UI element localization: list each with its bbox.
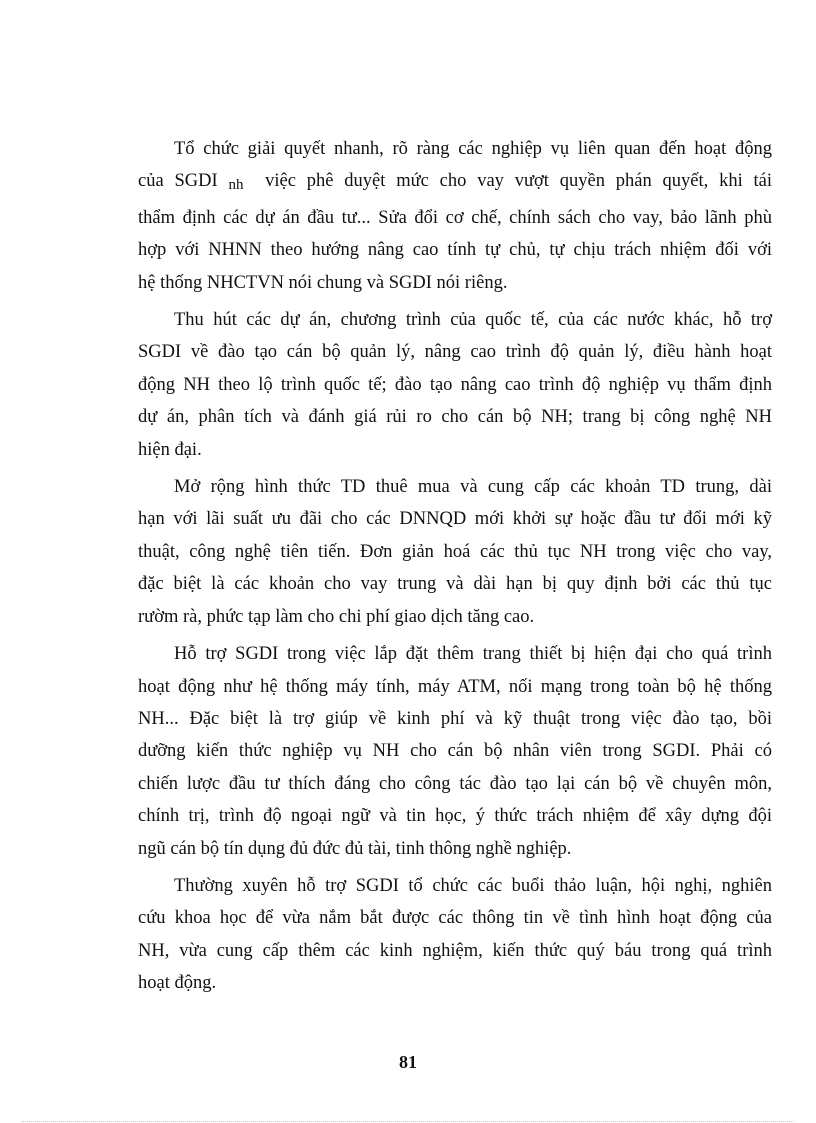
text-line: hiện đại. bbox=[138, 439, 202, 460]
body-text bbox=[138, 133, 772, 1005]
text-line: Thường xuyên hỗ trợ SGDI tổ chức các buổi thảo luận, hội nghị, nghiên bbox=[174, 875, 772, 896]
text-line: chiến lược đầu tư thích đáng cho công tác đào tạo lại cán bộ về chuyên môn, bbox=[138, 773, 772, 794]
text-line: ngũ cán bộ tín dụng đủ đức đủ tài, tinh thông nghề nghiệp. bbox=[138, 838, 572, 859]
text-line: của SGDI $_{nh}$ việc phê duyệt mức cho vay vượt quyền phán quyết, khi tái bbox=[138, 171, 773, 194]
text-line: rườm rà, phức tạp làm cho chi phí giao dịch tăng cao. bbox=[138, 606, 535, 627]
text-line: thẩm định các dự án đầu tư... Sửa đổi cơ chế, chính sách cho vay, bảo lãnh phù bbox=[138, 207, 772, 228]
text-line: đặc biệt là các khoản cho vay trung và dài hạn bị quy định bởi các thủ tục bbox=[138, 574, 772, 595]
text-line: Thu hút các dự án, chương trình của quốc tế, của các nước khác, hỗ trợ bbox=[174, 310, 772, 331]
text-line: dưỡng kiến thức nghiệp vụ NH cho cán bộ nhân viên trong SGDI. Phải có bbox=[138, 741, 772, 762]
paragraph-5 bbox=[138, 870, 772, 1000]
text-line: hoạt động. bbox=[138, 973, 217, 994]
text-line: chính trị, trình độ ngoại ngữ và tin học, ý thức trách nhiệm để xây dựng đội bbox=[138, 806, 772, 827]
text-line: hệ thống NHCTVN nói chung và SGDI nói riêng. bbox=[138, 272, 508, 293]
page-number: 81 bbox=[399, 1052, 417, 1072]
text-line: NH, vừa cung cấp thêm các kinh nghiệm, kiến thức quý báu trong quá trình bbox=[138, 940, 772, 961]
paragraph-1 bbox=[138, 133, 772, 299]
text-line: NH... Đặc biệt là trợ giúp về kinh phí và kỹ thuật trong việc đào tạo, bồi bbox=[138, 708, 772, 729]
text-line: hạn với lãi suất ưu đãi cho các DNNQD mới khởi sự hoặc đầu tư đổi mới kỹ bbox=[138, 509, 772, 530]
text-line: cứu khoa học để vừa nắm bắt được các thông tin về tình hình hoạt động của bbox=[138, 908, 772, 929]
text-line: thuật, công nghệ tiên tiến. Đơn giản hoá các thủ tục NH trong việc cho vay, bbox=[138, 541, 772, 562]
text-line: SGDI về đào tạo cán bộ quản lý, nâng cao trình độ quản lý, điều hành hoạt bbox=[138, 342, 772, 363]
text-line: Mở rộng hình thức TD thuê mua và cung cấp các khoản TD trung, dài bbox=[174, 477, 772, 498]
paragraph-4 bbox=[138, 638, 772, 865]
text-line: động NH theo lộ trình quốc tế; đào tạo nâng cao trình độ nghiệp vụ thẩm định bbox=[138, 374, 772, 395]
text-line: Tổ chức giải quyết nhanh, rõ ràng các nghiệp vụ liên quan đến hoạt động bbox=[174, 139, 772, 159]
subscript-text: nh bbox=[228, 177, 244, 194]
text-line: hoạt động như hệ thống máy tính, máy ATM, nối mạng trong toàn bộ hệ thống bbox=[138, 676, 772, 697]
text-line: hợp với NHNN theo hướng nâng cao tính tự chủ, tự chịu trách nhiệm đối với bbox=[138, 240, 772, 261]
text-line: dự án, phân tích và đánh giá rủi ro cho cán bộ NH; trang bị công nghệ NH bbox=[138, 407, 772, 428]
footer-divider bbox=[22, 1121, 794, 1122]
paragraph-3 bbox=[138, 471, 772, 633]
text-line: Hỗ trợ SGDI trong việc lắp đặt thêm trang thiết bị hiện đại cho quá trình bbox=[174, 644, 772, 665]
paragraph-2 bbox=[138, 304, 772, 466]
